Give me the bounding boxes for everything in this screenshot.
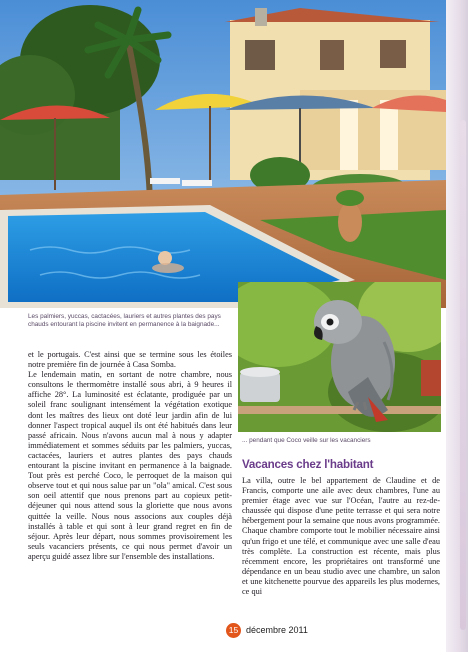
issue-date: décembre 2011 xyxy=(246,625,308,635)
paragraph-3: La villa, outre le bel appartement de Claudine et de Francis, comporte une aile avec deux chambres, l'une au premier étage avec vue sur l'Océan, l'autre au rez-de-chaussée qui dispose d'une petite terrasse et qui sera notre hébergement pour la semaine que nous avons programmée. Chaque chambre comporte tout le mobilier nécessaire ainsi qu'un frigo et une télé, et communique avec une salle d'eau très complète. La construction est récente, mais plus récemment encore, les propriétaires ont transformé une dépendance en un beau studio avec une chambre, un salon et une kitchenette pourvue des appareils les plus modernes, ce qui xyxy=(242,476,440,597)
parrot-illustration xyxy=(238,282,441,432)
section-heading: Vacances chez l'habitant xyxy=(242,458,374,471)
page-edge-decoration xyxy=(446,0,468,652)
left-text-column xyxy=(28,350,232,562)
parrot-photo xyxy=(238,282,441,432)
pool-villa-illustration xyxy=(0,0,446,308)
page-footer xyxy=(226,622,308,638)
pool-villa-photo xyxy=(0,0,446,308)
paragraph-1: et le portugais. C'est ainsi que se termine sous les étoiles notre première fin de journée à Casa Somba. xyxy=(28,350,232,370)
page-edge-band xyxy=(460,120,466,630)
pool-photo-caption: Les palmiers, yuccas, cactacées, lauriers et autres plantes des pays chauds entourant la piscine invitent en permanence à la baignade... xyxy=(28,313,221,328)
right-text-column xyxy=(242,476,440,597)
page-number-badge: 15 xyxy=(226,623,241,638)
paragraph-2: Le lendemain matin, en sortant de notre chambre, nous consultons le thermomètre installé sous abri, à 9 heures il affiche 28°. La luminosité est éclatante, prodiguée par un soleil franc soulignant intensément la végétation exotique dont les maîtres des lieux ont doté leur jardin afin de lui donner l'aspect tropical auquel ils ont été habitués dans leur passé africain. Nous n'avons aucun mal à nous y adapter immédiatement et sommes séduits par les palmiers, yuccas, cactacées, lauriers et autres plantes des pays chauds entourant la piscine invitant en permanence à la baignade. Tout près est perché Coco, le perroquet de la maison qui observe tout et qui nous salue par un "ola" amical. C'est sous son oeil attentif que nous prenons part au copieux petit-déjeuner qui nous attend sous la gloriette que nous avons quittée la veille. Nous nous associons aux couples déjà installés à table et qui sont à leur grand regret en fin de séjour. Après leur départ, nous sommes provisoirement les seuls vacanciers présents, ce qui nous permet d'avoir un aperçu guidé assez libre sur l'ensemble des installations. xyxy=(28,370,232,561)
parrot-photo-caption: ... pendant que Coco veille sur les vacanciers xyxy=(242,437,371,444)
